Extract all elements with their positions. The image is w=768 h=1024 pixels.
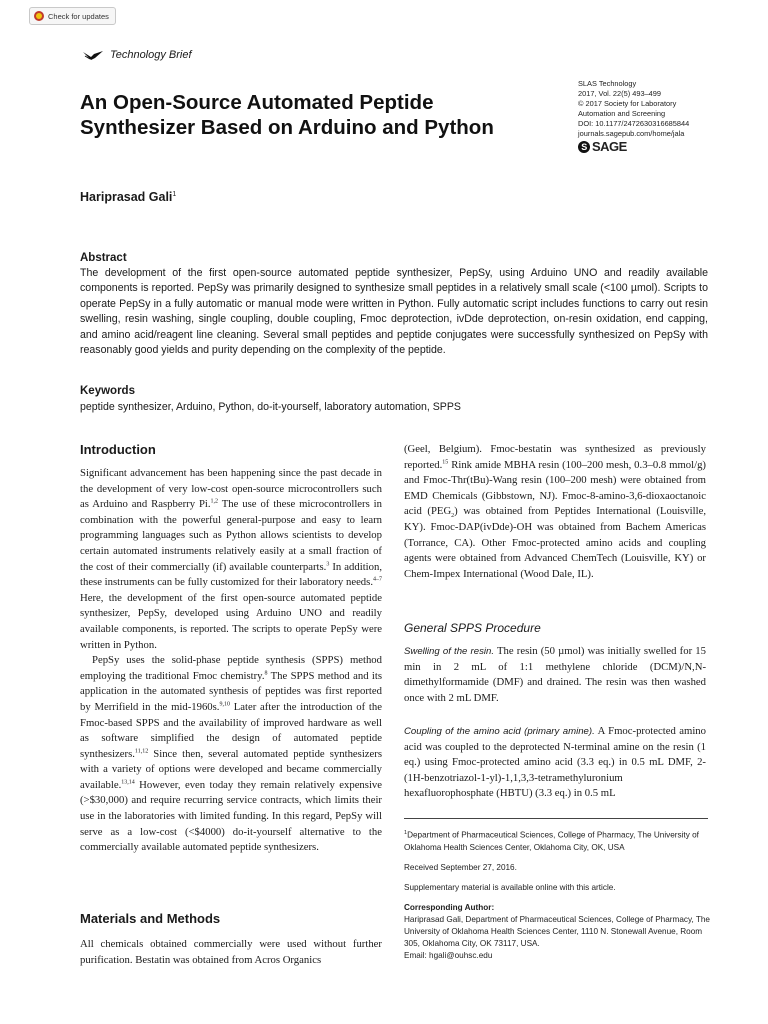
keywords-heading: Keywords: [80, 385, 135, 397]
check-for-updates-badge[interactable]: [29, 7, 116, 25]
materials-continued: (Geel, Belgium). Fmoc-bestatin was synthesized as previously reported.$^{15}$ Rink amide MBHA resin (100–200 mesh, 0.3–0.8 mmol/g) and Fmoc-Thr(tBu)-Wang resin (100–200 mesh) were obtained from EMD Chemicals (Gibbstown, NJ). Fmoc-8-amino-3,6-dioxaoctanoic acid $(PEG_2)$ was obtained from Peptides International (Louisville, KY). Fmoc-DAP(ivDde)-OH was obtained from Bachem Americas (Torrance, CA). Other Fmoc-protected amino acids and coupling agents were obtained from Advanced ChemTech (Louisville, KY) or Chem-Impex International (Wood Dale, IL).: [404, 443, 706, 580]
keywords-text: peptide synthesizer, Arduino, Python, do-it-yourself, laboratory automation, SPPS: [80, 401, 461, 413]
bird-logo-icon: [82, 48, 104, 62]
coupling-paragraph: Coupling of the amino acid (primary amine). A Fmoc-protected amino acid was coupled to the deprotected N-terminal amine on the resin (1 eq.) using Fmoc-protected amino acid (3.3 eq.) in 0.5 mL DMF, 2-(1H-benzotriazol-1-yl)-1,1,3,3-tetramethyluronium hexafluorophosphate (HBTU) (3.3 eq.) in 0.5 mL: [404, 725, 706, 800]
sage-logo-icon: S: [578, 141, 590, 153]
journal-url[interactable]: journals.sagepub.com/home/jala: [578, 129, 685, 138]
footnotes: [404, 827, 710, 962]
page-title: An Open-Source Automated Peptide Synthesizer Based on Arduino and Python: [80, 91, 494, 139]
journal-copyright: © 2017 Society for Laboratory: [578, 99, 677, 108]
introduction-body: [80, 466, 382, 856]
corresponding-author: Hariprasad Gali, Department of Pharmaceutical Sciences, College of Pharmacy, The University of Oklahoma Health Sciences Center, 1110 N. Stonewall Avenue, Room 305, Oklahoma City, OK 73117, USA.: [404, 914, 710, 948]
journal-doi[interactable]: DOI: 10.1177/2472630316685844: [578, 119, 690, 128]
methods-heading: Materials and Methods: [80, 911, 221, 926]
section-label: Technology Brief: [82, 48, 192, 62]
paragraph: PepSy uses the solid-phase peptide synthesis (SPPS) method employing the traditional Fmoc chemistry.$^8$ The SPPS method and its application in the automated synthesis of peptides was first reported by Merrifield in the mid-1960s.$^{9,10}$ Later after the introduction of the Fmoc-based SPPS and the availability of improved hardware as well as software simplified the design of automated peptide synthesizers.$^{11,12}$ Since then, several automated peptide synthesizers with a variety of options were developed and became commercially available.$^{13,14}$ However, even today they remain relatively expensive (>$30,000) and require recurring service contracts, which limits their use in the laboratories with limited funding. In this regard, PepSy will serve as a low-cost (<$4000) do-it-yourself alternative to the commercially available automated peptide synthesizers.: [80, 654, 382, 854]
badge-label: Check for updates: [48, 11, 109, 21]
affiliation: $^1$Department of Pharmaceutical Sciences, College of Pharmacy, The University of Oklahoma Health Sciences Center, Oklahoma City, OK, USA: [404, 830, 699, 852]
supplementary-note: Supplementary material is available online with this article.: [404, 882, 616, 892]
journal-info: SLAS Technology 2017, Vol. 22(5) 493–499 © 2017 Society for Laboratory Automation and Screening DOI: 10.1177/2472630316685844 journals.sagepub.com/home/jala S SAGE: [578, 79, 758, 153]
journal-name: SLAS Technology: [578, 79, 637, 88]
corresponding-heading: Corresponding Author:: [404, 902, 495, 912]
methods-body: All chemicals obtained commercially were used without further purification. Bestatin was obtained from Acros Organics: [80, 938, 382, 966]
introduction-heading: Introduction: [80, 442, 156, 457]
spps-heading: General SPPS Procedure: [404, 621, 541, 635]
crossmark-icon: [34, 11, 44, 21]
received-date: Received September 27, 2016.: [404, 862, 517, 872]
footnote-divider: [404, 818, 708, 819]
abstract-heading: Abstract: [80, 252, 127, 264]
paragraph: Significant advancement has been happening since the past decade in the development of very low-cost open-source microcontrollers such as Arduino and Raspberry Pi.$^{1,2}$ The use of these microcontrollers in combination with the powerful general-purpose and easy to learn programming languages such as Python allows scientists to develop certain automated instruments relatively easily at a small fraction of the cost of their commercially (if) available counterparts.$^3$ In addition, these instruments can be fully customized for their laboratory needs.$^{4-7}$ Here, the development of the first open-source automated peptide synthesizer, PepSy, developed using Arduino UNO and readily available components, is reported. The scripts to operate PepSy were written in Python.: [80, 467, 382, 651]
author-name: Hariprasad Gali$^1$: [80, 190, 177, 204]
abstract-text: The development of the first open-source automated peptide synthesizer, PepSy, using Arduino UNO and readily available components is reported. PepSy was primarily designed to synthesize small peptides in a relatively small scale (<100 µmol). Scripts to operate PepSy in a fully automatic or manual mode were written in Python. Fully automatic script includes functions to carry out resin swelling, resin washing, single coupling, double coupling, Fmoc deprotection, ivDde deprotection, on-resin oxidation, end capping, and amino acid/reagent line cleaning. Several small peptides and peptide conjugates were successfully synthesized on PepSy with reasonably good yields and purity depending on the complexity of the peptide.: [80, 267, 708, 357]
publisher-logo: S SAGE: [578, 141, 758, 153]
journal-volume: 2017, Vol. 22(5) 493–499: [578, 89, 662, 98]
email-link[interactable]: Email: hgali@ouhsc.edu: [404, 950, 493, 960]
swelling-paragraph: Swelling of the resin. The resin (50 µmol) was initially swelled for 15 min in 2 mL of 1:1 methylene chloride (DCM)/N,N-dimethylformamide (DMF) and drained. The resin was then washed once with 2 mL DMF.: [404, 645, 706, 704]
